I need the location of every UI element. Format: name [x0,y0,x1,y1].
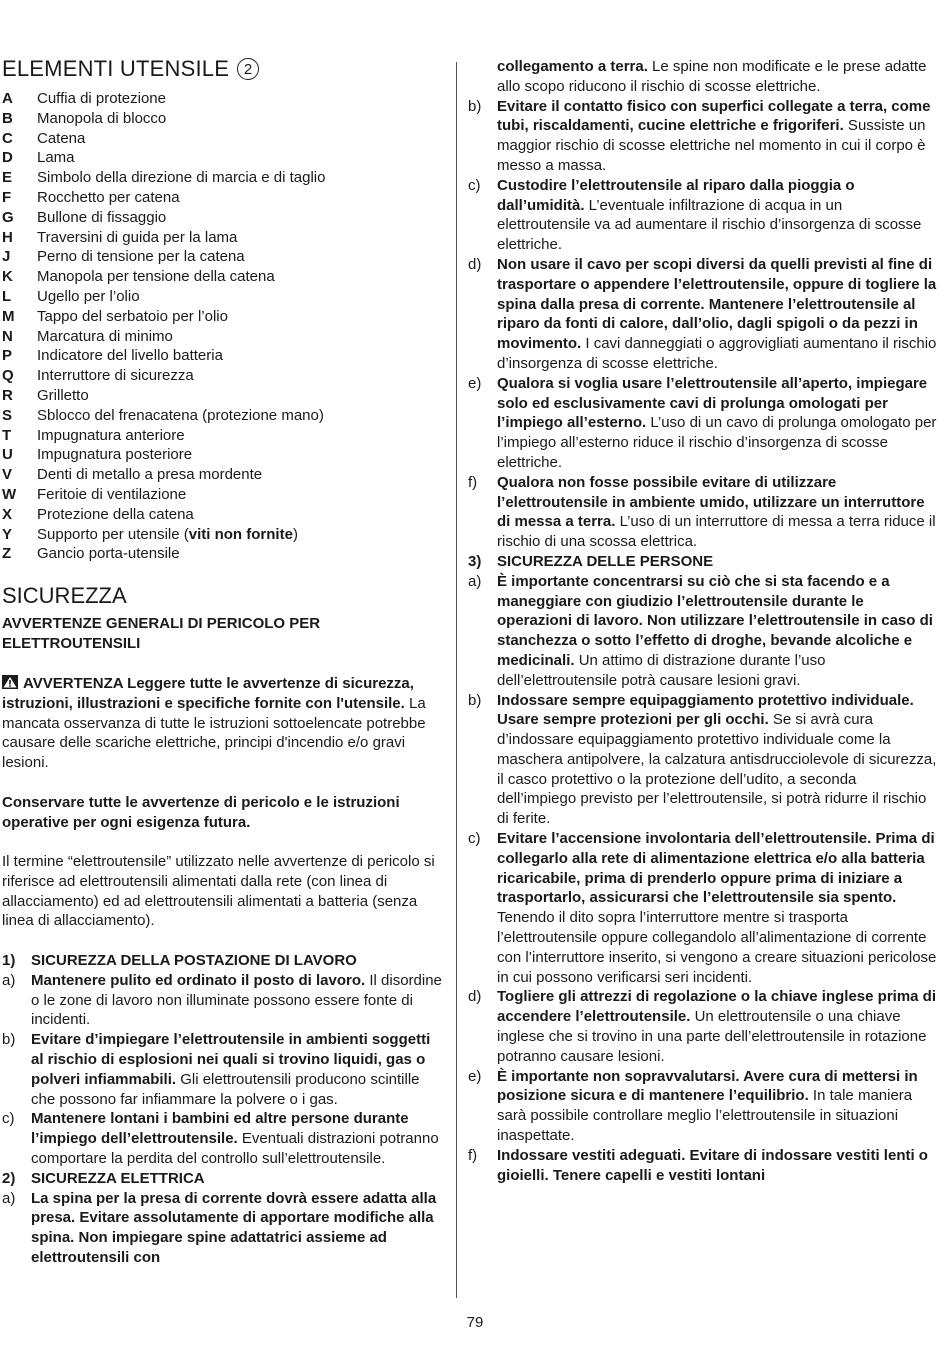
item-text: I cavi danneggiati o aggrovigliati aumentano il rischio d’insorgenza di scosse elettriche. [497,335,937,372]
list-item [468,987,938,1066]
component-row [2,346,442,366]
component-label: Protezione della catena [37,505,194,523]
component-label: Interruttore di sicurezza [37,367,194,385]
component-label: Impugnatura posteriore [37,446,193,464]
item-bold-text: Non usare il cavo per scopi diversi da quelli previsti al fine di trasportare o appendere l’elettroutensile, oppure di togliere la spina dalla presa di corrente. Mantenere l’elettroutensile al riparo da fonti di calore, dall’olio, dagli spigoli o da pezzi in movimento. [497,255,937,353]
section-2-items [468,97,938,552]
component-row [2,129,442,149]
item-label: a) [468,572,482,590]
item-label: c) [2,1110,15,1128]
item-bold-text: È importante concentrarsi su ciò che si sta facendo e a maneggiare con giudizio l’elettroutensile durante le operazioni di lavoro. Non utilizzare l’elettroutensile in caso di stanchezza o sotto l’effetto di droghe, bevande alcoliche e medicinali. [497,572,933,669]
component-row [2,267,442,287]
component-label: Marcatura di minimo [37,327,173,345]
item-text: Se si avrà cura d’indossare equipaggiamento protettivo individuale come la maschera antipolvere, la calzatura antisdrucciolevole di sicurezza, il casco protettivo o la protezione dell’udito, a seconda dell’impiego previsto per l’elettroutensile, si potrà ridurre il rischio di ferite. [497,711,937,828]
component-label: Cuffia di protezione [37,90,166,107]
component-key: P [2,347,13,365]
item-bold-text: Custodire l’elettroutensile al riparo dalla pioggia o dall’umidità. [497,176,855,214]
section-3-heading: 3) SICUREZZA DELLE PERSONE [468,552,714,570]
item-text: Sussiste un maggior rischio di scosse elettriche nel momento in cui il corpo è messo a massa. [497,117,926,174]
item-text: In tale maniera sarà possibile controllare meglio l’elettroutensile in situazioni inaspettate. [497,1087,913,1145]
component-label: Rocchetto per catena [37,188,180,206]
list-item [468,691,938,830]
safety-title: SICUREZZA [2,583,127,608]
section-1-items [2,971,442,1169]
item-bold-text: Togliere gli attrezzi di regolazione o la chiave inglese prima di accendere l’elettroutensile. [497,988,936,1026]
component-key: W [2,485,17,503]
item-text: L’uso di un cavo di prolunga omologato per l’impiego all’esterno riduce il rischio d’insorgenza di scosse elettriche. [497,414,937,471]
component-key: H [2,228,13,246]
component-key: K [2,268,13,286]
list-item [468,374,938,473]
component-key: E [2,169,13,187]
item-label: c) [468,830,481,848]
list-item [468,97,938,176]
component-key: J [2,248,11,266]
component-key: T [2,426,12,444]
list-item [468,1067,938,1146]
component-key: A [2,90,13,107]
item-label: b) [468,97,482,115]
component-row [2,544,442,564]
keep-instructions: Conservare tutte le avvertenze di pericolo e le istruzioni operative per ogni esigenza futura. [2,794,400,831]
item-label: f) [468,473,478,491]
item-label: b) [2,1031,16,1049]
item-text: Un elettroutensile o una chiave inglese che si trovino in una parte dell’elettroutensile in rotazione potranno causare lesioni. [497,1008,927,1065]
component-label: Catena [37,129,86,147]
list-item: a) La spina per la presa di corrente dovrà essere adatta alla presa. Evitare assolutamente di apportare modifiche alla spina. Non impiegare spine adattatrici assieme ad elettroutensili con [2,1189,437,1266]
component-key: S [2,406,13,424]
list-item [468,255,938,374]
warning-triangle-icon [2,675,18,689]
component-label: Traversini di guida per la lama [37,228,238,246]
item-text: Tenendo il dito sopra l’interruttore mentre si trasporta l’elettroutensile oppure collegandolo all’alimentazione di corrente con l’interruttore inserito, si vengono a creare situazioni pericolose in cui possono verificarsi seri incidenti. [497,909,937,986]
item-bold-text: Indossare sempre equipaggiamento protettivo individuale. Usare sempre protezioni per gli occhi. [497,691,914,729]
component-label: Manopola per tensione della catena [37,268,275,286]
list-item [468,1146,938,1186]
safety-subtitle: AVVERTENZE GENERALI DI PERICOLO PER ELETTROUTENSILI [2,615,321,652]
component-row [2,89,442,109]
component-row [2,148,442,168]
item-label: d) [468,255,482,273]
component-row [2,445,442,465]
component-label: Ugello per l’olio [37,287,140,305]
item-label: f) [468,1146,478,1164]
component-key: F [2,188,12,206]
component-key: R [2,386,13,404]
component-row [2,327,442,347]
component-row [2,465,442,485]
item-text: Un attimo di distrazione durante l’uso dell’elettroutensile potrà causare lesioni gravi. [497,651,826,689]
section-1 [2,951,442,1268]
page-number: 79 [466,1314,484,1331]
section-3-items [468,572,938,1186]
item-bold-text: Mantenere lontani i bambini ed altre persone durante l’impiego dell’elettroutensile. [31,1110,409,1148]
item-bold-text: Evitare il contatto fisico con superfici collegate a terra, come tubi, riscaldamenti, cucine elettriche e frigoriferi. [497,97,931,135]
item-text: Eventuali distrazioni potranno comportare la perdita del controllo sull’elettroutensile. [31,1130,439,1167]
component-key: Z [2,545,12,563]
list-item [468,473,938,552]
component-label: Tappo del serbatoio per l’olio [37,307,228,325]
component-row [2,109,442,129]
component-key: Y [2,525,13,543]
component-row [2,386,442,406]
item-label: e) [468,374,482,392]
list-item: collegamento a terra. Le spine non modificate e le prese adatte allo scopo riducono il rischio di scosse elettriche. [497,58,927,95]
item-text: Il disordine o le zone di lavoro non illuminate possono essere fonte di incidenti. [31,971,442,1029]
component-row [2,307,442,327]
list-item [2,1109,442,1168]
component-key: X [2,505,13,523]
component-row [2,426,442,446]
component-key: B [2,109,13,127]
list-item [2,1030,442,1109]
component-label: Indicatore del livello batteria [37,347,223,365]
list-item [468,572,938,691]
section-2-continued [468,57,938,1185]
item-label: b) [468,691,482,709]
item-bold-text: Indossare vestiti adeguati. Evitare di indossare vestiti lenti o gioielli. Tenere capelli e vestiti lontani [497,1146,928,1184]
component-row [2,228,442,248]
section-2-heading: 2) SICUREZZA ELETTRICA [2,1169,205,1187]
component-key: Q [2,367,14,385]
item-text: L’uso di un interruttore di messa a terra riduce il rischio di una scossa elettrica. [497,513,936,551]
component-row [2,287,442,307]
column-divider [456,62,457,1298]
item-text: L’eventuale infiltrazione di acqua in un elettroutensile va ad aumentare il rischio d’insorgenza di scosse elettriche. [497,196,922,254]
list-item [468,176,938,255]
section-1-heading: 1) SICUREZZA DELLA POSTAZIONE DI LAVORO [2,952,357,969]
item-bold-text: Evitare l’accensione involontaria dell’elettroutensile. Prima di collegarlo alla rete di alimentazione elettrica e/o alla batteria ricaricabile, prima di prenderlo oppure prima di iniziare a trasportarlo, assicurarsi che l’elettroutensile sia spento. [497,830,935,907]
component-label: Perno di tensione per la catena [37,248,245,266]
item-label: e) [468,1067,482,1085]
components-title: ELEMENTI UTENSILE 2 [2,56,259,82]
component-row [2,188,442,208]
list-item [2,971,442,1030]
component-row [2,525,442,545]
component-label: Sblocco del frenacatena (protezione mano) [37,406,324,424]
component-label: Feritoie di ventilazione [37,485,187,503]
component-key: D [2,149,13,167]
item-bold-text: Qualora si voglia usare l’elettroutensile all’aperto, impiegare solo ed esclusivamente cavi di prolunga omologati per l’impiego all’esterno. [497,374,928,432]
component-key: C [2,129,13,147]
component-row [2,406,442,426]
component-key: N [2,327,13,345]
component-label: Lama [37,149,75,167]
component-label: Simbolo della direzione di marcia e di taglio [37,169,326,187]
component-row [2,505,442,525]
list-item [468,829,938,987]
component-label: Supporto per utensile (viti non fornite) [37,525,298,543]
term-definition: Il termine “elettroutensile” utilizzato nelle avvertenze di pericolo si riferisce ad elettroutensili alimentati dalla rete (con linea di allacciamento) ed ad elettroutensili alimentati a batteria (senza linea di allacciamento). [2,853,435,930]
component-row [2,485,442,505]
component-label: Impugnatura anteriore [37,426,185,444]
components-list [2,89,442,564]
component-label: Gancio porta-utensile [37,545,180,563]
component-row [2,208,442,228]
component-key: U [2,446,13,464]
component-key: G [2,208,14,226]
component-row [2,366,442,386]
item-bold-text: Evitare d’impiegare l’elettroutensile in ambienti soggetti al rischio di esplosioni nei quali si trovino liquidi, gas o polveri infiammabili. [31,1031,431,1088]
item-text: Gli elettroutensili producono scintille che possono far infiammare la polvere o i gas. [31,1070,420,1108]
component-row [2,247,442,267]
component-key: V [2,466,13,484]
item-bold-text: È importante non sopravvalutarsi. Avere cura di mettersi in posizione sicura e di mantenere l’equilibrio. [497,1067,918,1105]
component-label: Bullone di fissaggio [37,208,167,226]
item-bold-text: Qualora non fosse possibile evitare di utilizzare l’elettroutensile in ambiente umido, utilizzare un interruttore di messa a terra. [497,473,925,531]
component-key: L [2,287,12,305]
item-label: c) [468,176,481,194]
item-label: a) [2,971,16,989]
warning-paragraph: AVVERTENZA Leggere tutte le avvertenze di sicurezza, istruzioni, illustrazioni e specifiche fornite con l'utensile. La mancata osservanza di tutte le istruzioni sottoelencate potrebbe causare delle scariche elettriche, principi d'incendio e/o gravi lesioni. [2,675,426,772]
component-label: Denti di metallo a presa mordente [37,466,263,484]
figure-ref-badge: 2 [237,58,259,80]
component-key: M [2,307,15,325]
component-label: Manopola di blocco [37,109,167,127]
component-label: Grilletto [37,386,89,404]
item-bold-text: Mantenere pulito ed ordinato il posto di lavoro. [31,971,366,989]
item-label: d) [468,988,482,1006]
component-row [2,168,442,188]
